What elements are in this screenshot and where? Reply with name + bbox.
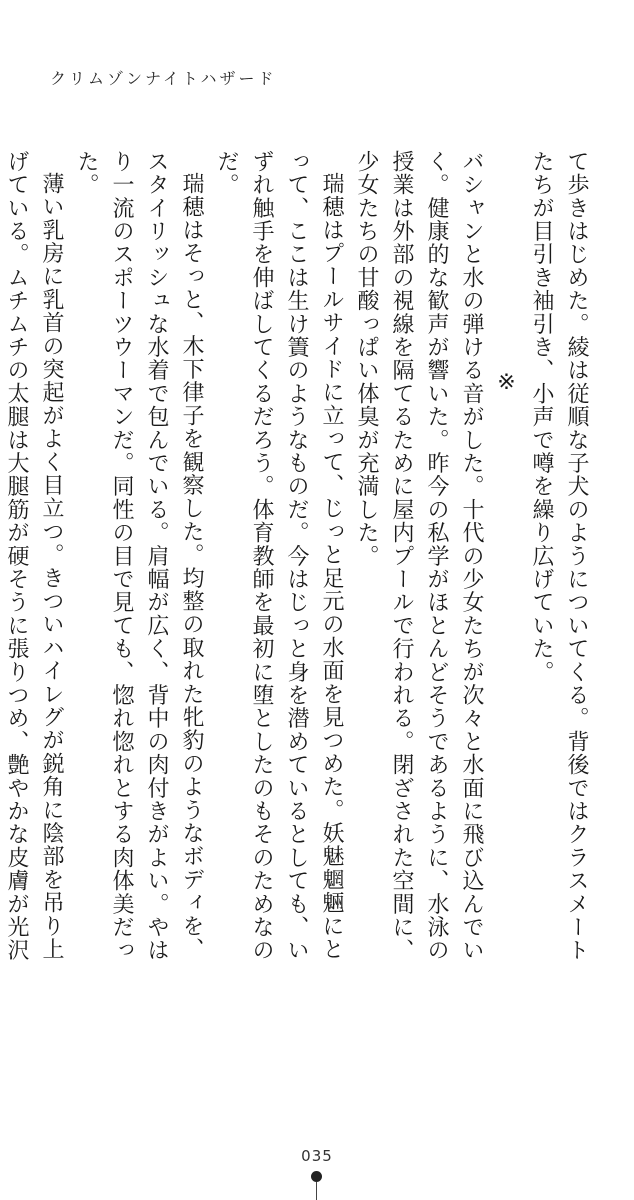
paragraph: 薄い乳房に乳首の突起がよく目立つ。きついハイレグが鋭角に陰部を吊り上げている。ムチムチの太腿は大腿筋が硬そうに張りつめ、艶やかな皮膚が光沢 — [4, 150, 64, 962]
paragraph: 瑞穂はそっと、木下律子を観察した。均整の取れた牝豹のようなボディを、スタイリッシュな水着で包んでいる。肩幅が広く、背中の肉付きがよい。やはり一流のスポーツウーマンだ。同性の目で見ても、惚れ惚れとする肉体美だった。 — [74, 150, 204, 962]
scene-break-marker: ※ — [494, 370, 519, 397]
vertical-body-text — [4, 150, 594, 980]
running-head-title: クリムゾンナイトハザード — [50, 69, 277, 88]
page-number: 035 — [301, 1147, 333, 1165]
paragraph: バシャンと水の弾ける音がした。十代の少女たちが次々と水面に飛び込んでいく。健康的な歓声が響いた。昨今の私学がほとんどそうであるように、水泳の授業は外部の視線を隔てるために屋内プールで行われる。閉ざされた空間に、少女たちの甘酸っぱい体臭が充満した。 — [354, 150, 484, 962]
paragraph-continuation: て歩きはじめた。綾は従順な子犬のようについてくる。背後ではクラスメートたちが目引き袖引き、小声で噂を繰り広げていた。 — [529, 150, 589, 962]
page-dot-ornament — [311, 1171, 322, 1182]
paragraph: 瑞穂はプールサイドに立って、じっと足元の水面を見つめた。妖魅魍魎にとって、ここは生け簀のようなものだ。今はじっと身を潜めているとしても、いずれ触手を伸ばしてくるだろう。体育教師を最初に堕としたのもそのためなのだ。 — [214, 150, 344, 962]
page-line-ornament — [316, 1182, 317, 1200]
